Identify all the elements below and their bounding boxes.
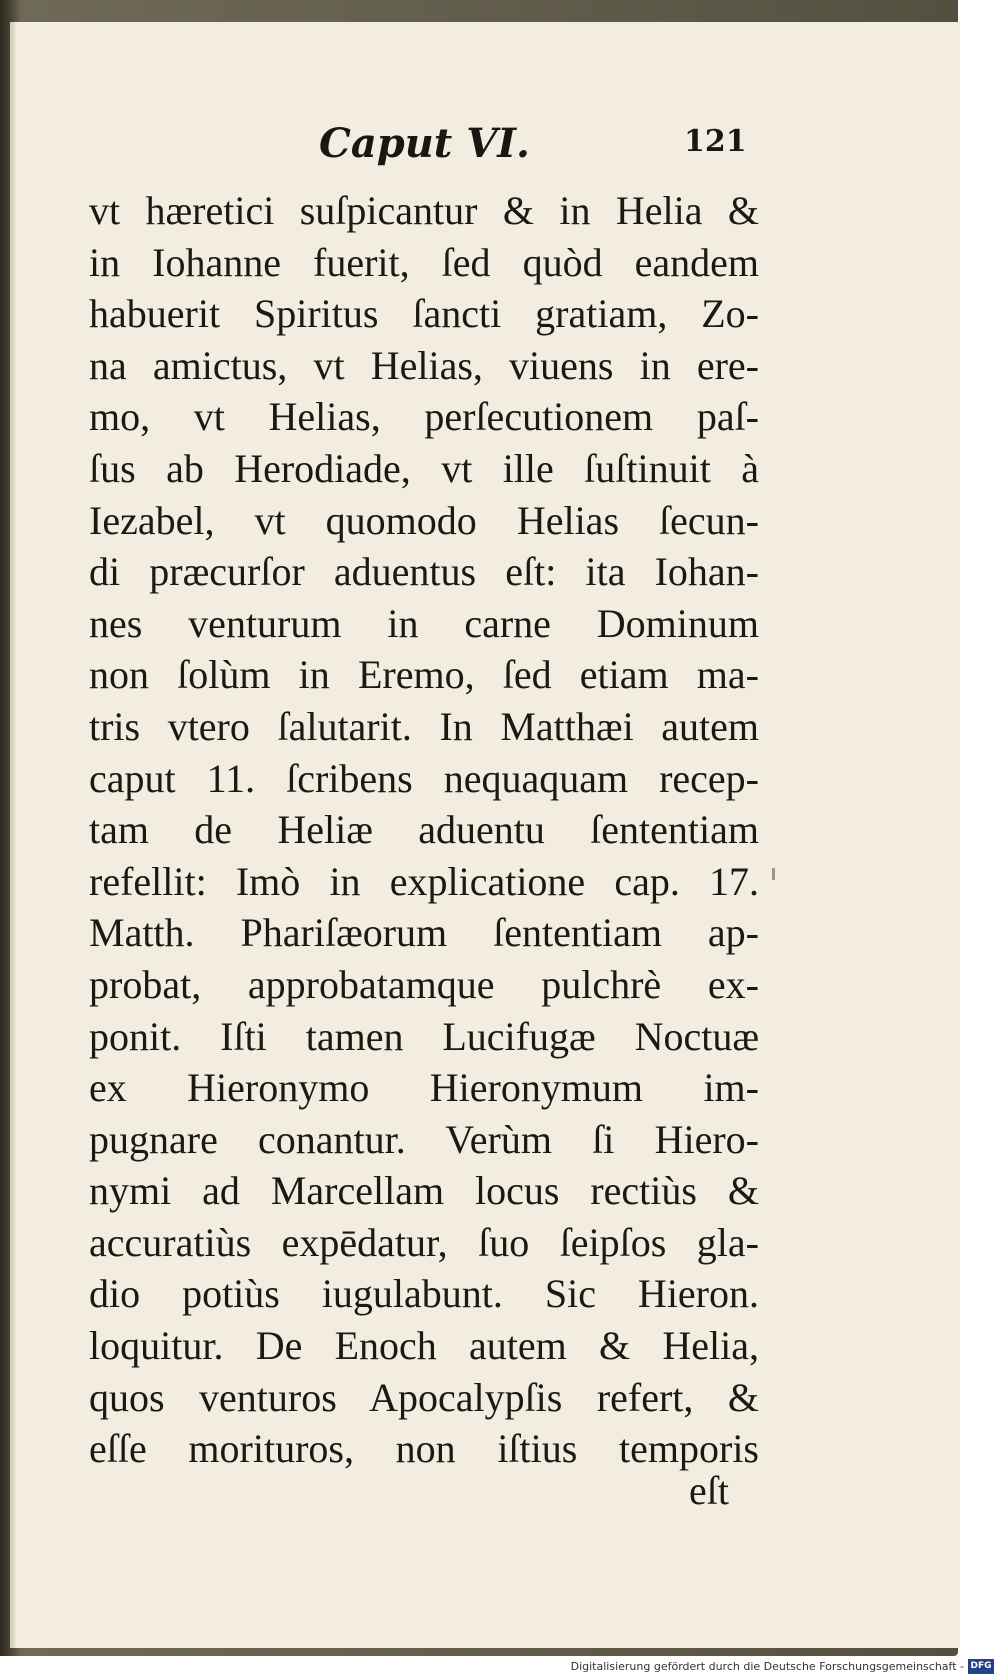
margin-mark bbox=[772, 868, 775, 880]
text-line: mo, vt Helias, perſecutionem paſ- bbox=[89, 394, 759, 440]
text-line: pugnare conantur. Verùm ſi Hiero- bbox=[89, 1116, 759, 1162]
text-line: Matth. Phariſæorum ſententiam ap- bbox=[89, 910, 759, 956]
text-line: ſus ab Herodiade, vt ille ſuſtinuit à bbox=[89, 445, 759, 491]
text-line: ponit. Iſti tamen Lucifugæ Noctuæ bbox=[89, 1013, 759, 1059]
text-line: non ſolùm in Eremo, ſed etiam ma- bbox=[89, 652, 759, 698]
running-title: Caput VI. bbox=[319, 120, 530, 167]
text-line: refellit: Imò in explicatione cap. 17. bbox=[89, 858, 759, 904]
text-line: nymi ad Marcellam locus rectiùs & bbox=[89, 1168, 759, 1214]
text-line: vt hæretici suſpicantur & in Helia & bbox=[89, 188, 759, 233]
text-line: nes venturum in carne Dominum bbox=[89, 600, 759, 646]
text-line: quos venturos Apocalypſis refert, & bbox=[89, 1374, 759, 1420]
text-line: na amictus, vt Helias, viuens in ere- bbox=[89, 342, 759, 388]
text-line: ex Hieronymo Hieronymum im- bbox=[89, 1065, 759, 1111]
text-line: loquitur. De Enoch autem & Helia, bbox=[89, 1323, 759, 1369]
page-number: 121 bbox=[684, 124, 747, 159]
text-line: caput 11. ſcribens nequaquam recep- bbox=[89, 755, 759, 801]
text-line: in Iohanne fuerit, ſed quòd eandem bbox=[89, 239, 759, 285]
text-line: tris vtero ſalutarit. In Matthæi autem bbox=[89, 703, 759, 749]
book-page bbox=[10, 22, 960, 1648]
text-line: eſſe morituros, non iſtius temporis bbox=[89, 1426, 759, 1472]
catchword: eſt bbox=[689, 1468, 729, 1513]
text-line: accuratiùs expēdatur, ſuo ſeipſos gla- bbox=[89, 1219, 759, 1265]
text-block bbox=[89, 185, 759, 1475]
footer-bar bbox=[0, 1656, 1000, 1679]
text-line: dio potiùs iugulabunt. Sic Hieron. bbox=[89, 1271, 759, 1317]
text-line: tam de Heliæ aduentu ſententiam bbox=[89, 807, 759, 853]
dfg-logo: DFG bbox=[968, 1659, 994, 1674]
text-line: di præcurſor aduentus eſt: ita Iohan- bbox=[89, 549, 759, 595]
running-head bbox=[14, 112, 960, 172]
text-line: habuerit Spiritus ſancti gratiam, Zo- bbox=[89, 291, 759, 337]
text-line: Iezabel, vt quomodo Helias ſecun- bbox=[89, 497, 759, 543]
text-line: probat, approbatamque pulchrè ex- bbox=[89, 961, 759, 1007]
funding-credit: Digitalisierung gefördert durch die Deutsche Forschungsgemeinschaft - bbox=[570, 1660, 964, 1673]
